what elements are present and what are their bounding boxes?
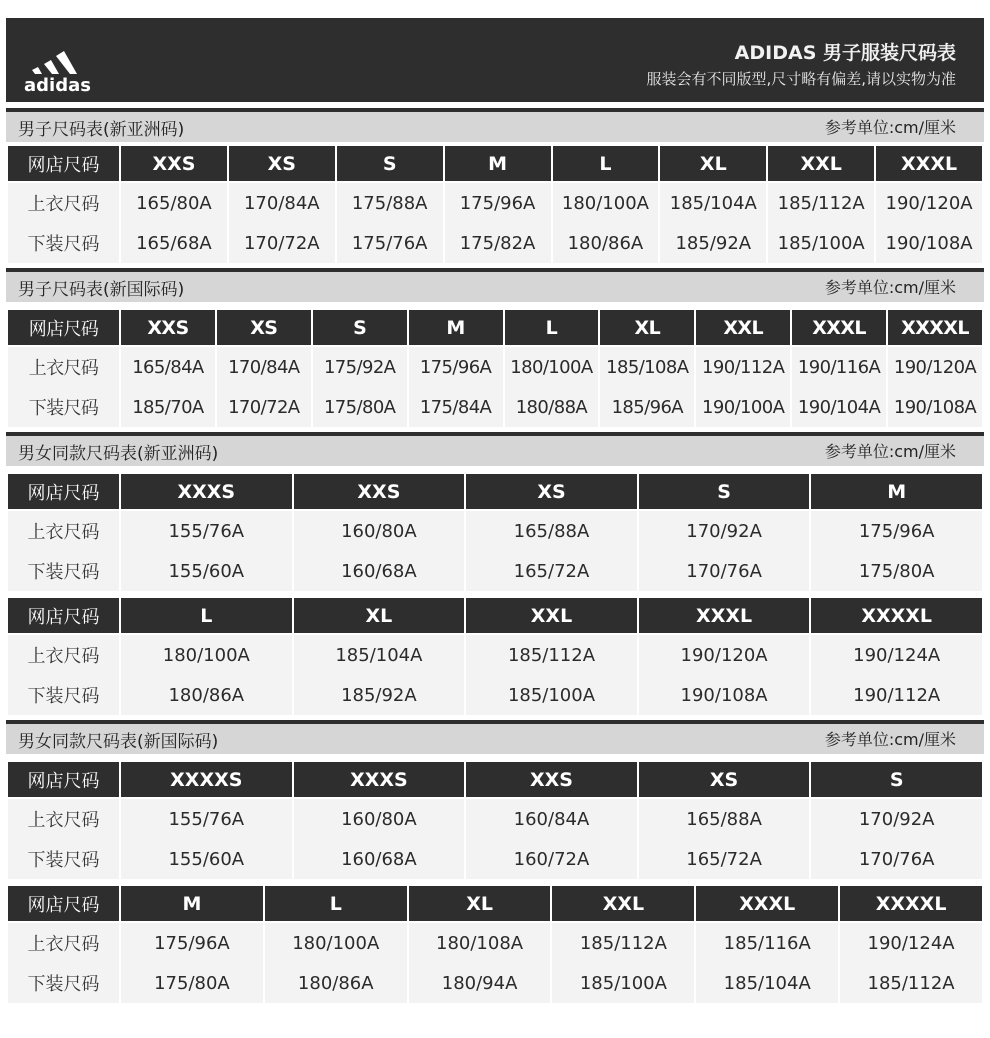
top-size-cell: 180/100A: [265, 923, 407, 963]
top-size-cell: 160/80A: [294, 799, 465, 839]
top-size-cell: 190/120A: [888, 347, 982, 387]
size-cell: XL: [600, 310, 694, 347]
bottom-size-cell: 185/112A: [840, 963, 982, 1003]
size-cell: S: [337, 146, 443, 183]
section-title-bar: [6, 432, 984, 466]
bottom-size-cell: 190/112A: [811, 675, 982, 715]
top-size-cell: 175/96A: [409, 347, 503, 387]
size-cell: M: [445, 146, 551, 183]
size-cell: XL: [409, 886, 551, 923]
size-cell: XS: [229, 146, 335, 183]
page-header: [6, 18, 984, 102]
size-table: [6, 886, 984, 1003]
size-header-row: [8, 886, 982, 923]
top-size-cell: 185/112A: [552, 923, 694, 963]
bottom-size-cell: 180/88A: [505, 387, 599, 427]
size-header-row: [8, 310, 982, 347]
top-size-cell: 170/84A: [229, 183, 335, 223]
size-cell: XXL: [696, 310, 790, 347]
top-size-cell: 185/104A: [660, 183, 766, 223]
top-size-cell: 180/100A: [505, 347, 599, 387]
bottom-size-cell: 175/82A: [445, 223, 551, 263]
row-label: 网店尺码: [8, 886, 119, 923]
bottom-size-cell: 180/86A: [265, 963, 407, 1003]
row-label: 上衣尺码: [8, 347, 119, 387]
size-cell: S: [313, 310, 407, 347]
size-cell: L: [553, 146, 659, 183]
top-size-cell: 185/108A: [600, 347, 694, 387]
page-title: ADIDAS 男子服装尺码表: [734, 42, 956, 64]
top-size-cell: 190/120A: [639, 635, 810, 675]
bottom-size-row: [8, 223, 982, 263]
bottom-size-row: [8, 551, 982, 591]
row-label: 下装尺码: [8, 963, 119, 1003]
top-size-cell: 170/92A: [639, 511, 810, 551]
size-cell: XS: [466, 474, 637, 511]
size-cell: XXXS: [294, 762, 465, 799]
section-title: 男子尺码表(新国际码): [18, 280, 185, 300]
top-size-cell: 175/92A: [313, 347, 407, 387]
bottom-size-cell: 175/80A: [313, 387, 407, 427]
top-size-cell: 165/88A: [639, 799, 810, 839]
top-size-cell: 190/116A: [792, 347, 886, 387]
size-table: [6, 474, 984, 591]
bottom-size-cell: 165/72A: [639, 839, 810, 879]
adidas-logo-icon: [22, 34, 110, 92]
section-title-bar: [6, 720, 984, 754]
row-label: 下装尺码: [8, 223, 119, 263]
bottom-size-cell: 185/104A: [696, 963, 838, 1003]
top-size-cell: 190/124A: [840, 923, 982, 963]
bottom-size-cell: 175/84A: [409, 387, 503, 427]
bottom-size-cell: 190/108A: [639, 675, 810, 715]
size-cell: S: [811, 762, 982, 799]
size-cell: S: [639, 474, 810, 511]
bottom-size-cell: 175/80A: [121, 963, 263, 1003]
top-size-row: [8, 923, 982, 963]
bottom-size-cell: 185/96A: [600, 387, 694, 427]
size-cell: XXXXL: [840, 886, 982, 923]
page-subtitle: 服装会有不同版型,尺寸略有偏差,请以实物为准: [646, 70, 956, 88]
size-table: [6, 310, 984, 427]
row-label: 网店尺码: [8, 474, 119, 511]
unit-note: 参考单位:cm/厘米: [824, 730, 956, 749]
size-cell: XXXL: [696, 886, 838, 923]
bottom-size-row: [8, 963, 982, 1003]
bottom-size-cell: 165/72A: [466, 551, 637, 591]
top-size-cell: 155/76A: [121, 511, 292, 551]
bottom-size-cell: 185/100A: [466, 675, 637, 715]
size-cell: XXL: [552, 886, 694, 923]
size-header-row: [8, 762, 982, 799]
bottom-size-cell: 180/86A: [121, 675, 292, 715]
top-size-cell: 165/80A: [121, 183, 227, 223]
bottom-size-cell: 185/100A: [552, 963, 694, 1003]
section-title: 男子尺码表(新亚洲码): [18, 120, 185, 140]
bottom-size-cell: 175/80A: [811, 551, 982, 591]
size-cell: M: [811, 474, 982, 511]
bottom-size-cell: 180/94A: [409, 963, 551, 1003]
size-cell: XXL: [768, 146, 874, 183]
bottom-size-cell: 170/72A: [229, 223, 335, 263]
row-label: 网店尺码: [8, 310, 119, 347]
top-size-row: [8, 635, 982, 675]
row-label: 上衣尺码: [8, 923, 119, 963]
bottom-size-row: [8, 675, 982, 715]
size-cell: XXL: [466, 598, 637, 635]
bottom-size-cell: 160/72A: [466, 839, 637, 879]
bottom-size-cell: 155/60A: [121, 839, 292, 879]
row-label: 下装尺码: [8, 675, 119, 715]
top-size-cell: 165/84A: [121, 347, 215, 387]
size-cell: M: [409, 310, 503, 347]
section-title-bar: [6, 268, 984, 302]
size-cell: XS: [217, 310, 311, 347]
top-size-cell: 165/88A: [466, 511, 637, 551]
top-size-cell: 185/116A: [696, 923, 838, 963]
size-cell: L: [121, 598, 292, 635]
size-header-row: [8, 474, 982, 511]
size-cell: XXS: [121, 310, 215, 347]
section-title: 男女同款尺码表(新国际码): [18, 732, 219, 752]
bottom-size-cell: 170/72A: [217, 387, 311, 427]
size-table: [6, 146, 984, 263]
size-cell: XXS: [466, 762, 637, 799]
top-size-cell: 190/120A: [876, 183, 982, 223]
row-label: 下装尺码: [8, 551, 119, 591]
top-size-cell: 170/84A: [217, 347, 311, 387]
top-size-row: [8, 347, 982, 387]
top-size-cell: 190/124A: [811, 635, 982, 675]
bottom-size-cell: 180/86A: [553, 223, 659, 263]
top-size-cell: 175/88A: [337, 183, 443, 223]
bottom-size-cell: 170/76A: [639, 551, 810, 591]
unit-note: 参考单位:cm/厘米: [824, 442, 956, 461]
top-size-cell: 160/84A: [466, 799, 637, 839]
top-size-cell: 175/96A: [121, 923, 263, 963]
size-cell: XL: [660, 146, 766, 183]
bottom-size-cell: 185/92A: [660, 223, 766, 263]
top-size-cell: 180/100A: [553, 183, 659, 223]
row-label: 下装尺码: [8, 387, 119, 427]
unit-note: 参考单位:cm/厘米: [824, 278, 956, 297]
size-header-row: [8, 598, 982, 635]
bottom-size-cell: 160/68A: [294, 839, 465, 879]
top-size-cell: 190/112A: [696, 347, 790, 387]
bottom-size-cell: 190/104A: [792, 387, 886, 427]
row-label: 下装尺码: [8, 839, 119, 879]
top-size-cell: 180/108A: [409, 923, 551, 963]
row-label: 网店尺码: [8, 598, 119, 635]
size-cell: XXS: [294, 474, 465, 511]
row-label: 上衣尺码: [8, 635, 119, 675]
bottom-size-cell: 160/68A: [294, 551, 465, 591]
bottom-size-row: [8, 839, 982, 879]
size-table: [6, 598, 984, 715]
size-cell: L: [265, 886, 407, 923]
bottom-size-cell: 190/100A: [696, 387, 790, 427]
top-size-cell: 185/112A: [466, 635, 637, 675]
bottom-size-row: [8, 387, 982, 427]
brand-wordmark: adidas: [24, 75, 91, 92]
size-cell: XXXL: [792, 310, 886, 347]
size-header-row: [8, 146, 982, 183]
top-size-cell: 155/76A: [121, 799, 292, 839]
row-label: 网店尺码: [8, 146, 119, 183]
top-size-cell: 185/112A: [768, 183, 874, 223]
top-size-cell: 170/92A: [811, 799, 982, 839]
size-cell: M: [121, 886, 263, 923]
top-size-row: [8, 511, 982, 551]
top-size-cell: 180/100A: [121, 635, 292, 675]
bottom-size-cell: 155/60A: [121, 551, 292, 591]
size-cell: XXXXL: [888, 310, 982, 347]
size-cell: XXXL: [876, 146, 982, 183]
bottom-size-cell: 190/108A: [876, 223, 982, 263]
size-cell: XXXXS: [121, 762, 292, 799]
bottom-size-cell: 185/100A: [768, 223, 874, 263]
bottom-size-cell: 165/68A: [121, 223, 227, 263]
top-size-cell: 175/96A: [811, 511, 982, 551]
bottom-size-cell: 185/70A: [121, 387, 215, 427]
top-size-cell: 160/80A: [294, 511, 465, 551]
size-cell: XL: [294, 598, 465, 635]
top-size-row: [8, 183, 982, 223]
bottom-size-cell: 170/76A: [811, 839, 982, 879]
unit-note: 参考单位:cm/厘米: [824, 118, 956, 137]
row-label: 上衣尺码: [8, 799, 119, 839]
top-size-row: [8, 799, 982, 839]
size-cell: XXXS: [121, 474, 292, 511]
size-cell: L: [505, 310, 599, 347]
top-size-cell: 185/104A: [294, 635, 465, 675]
size-cell: XXS: [121, 146, 227, 183]
row-label: 上衣尺码: [8, 183, 119, 223]
section-title: 男女同款尺码表(新亚洲码): [18, 444, 219, 464]
bottom-size-cell: 185/92A: [294, 675, 465, 715]
bottom-size-cell: 190/108A: [888, 387, 982, 427]
row-label: 上衣尺码: [8, 511, 119, 551]
size-cell: XS: [639, 762, 810, 799]
section-title-bar: [6, 108, 984, 142]
size-cell: XXXXL: [811, 598, 982, 635]
row-label: 网店尺码: [8, 762, 119, 799]
top-size-cell: 175/96A: [445, 183, 551, 223]
size-table: [6, 762, 984, 879]
size-cell: XXXL: [639, 598, 810, 635]
bottom-size-cell: 175/76A: [337, 223, 443, 263]
